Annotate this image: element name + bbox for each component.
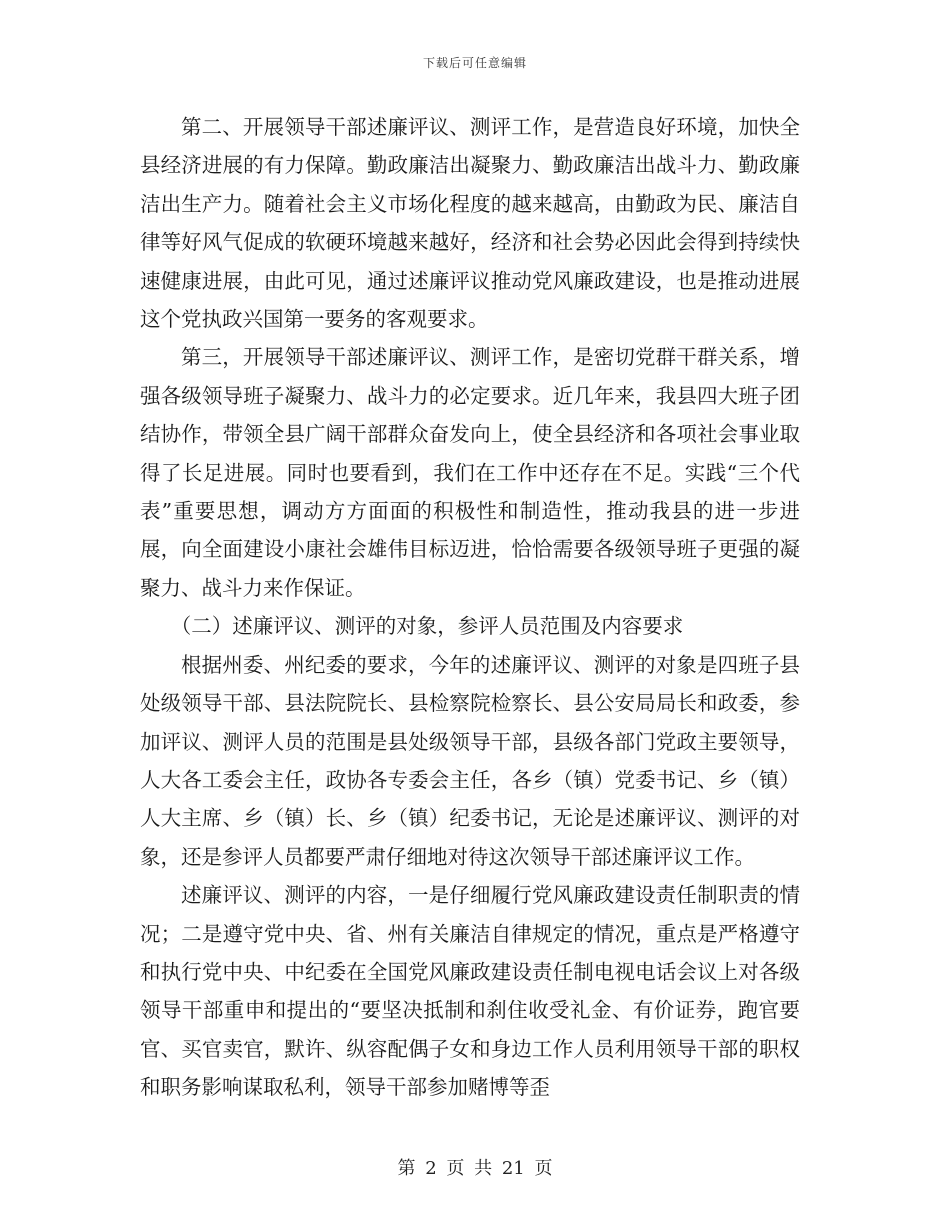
page-header: 下载后可任意编辑	[422, 56, 527, 70]
paragraph-third-point: 第三，开展领导干部述廉评议、测评工作，是密切党群干群关系，增强各级领导班子凝聚力、战斗力的必定要求。近几年来，我县四大班子团结协作，带领全县广阔干部群众奋发向上，使全县经济和各项社会事业取得了长足进展。同时也要看到，我们在工作中还存在不足。实践“三个代表”重要思想，调动方方面面的积极性和制造性，推动我县的进一步进展，向全面建设小康社会雄伟目标迈进，恰恰需要各级领导班子更强的凝聚力、战斗力来作保证。	[140, 345, 800, 600]
paragraph-evaluation-content: 述廉评议、测评的内容，一是仔细履行党风廉政建设责任制职责的情况；二是遵守党中央、省、州有关廉洁自律规定的情况，重点是严格遵守和执行党中央、中纪委在全国党风廉政建设责任制电视电话会议上对各级领导干部重申和提出的“要坚决抵制和刹住收受礼金、有价证券，跑官要官、买官卖官，默许、纵容配偶子女和身边工作人员利用领导干部的职权和职务影响谋取私利，领导干部参加赌博等歪	[140, 883, 800, 1100]
document-body	[140, 108, 800, 1107]
paragraph-evaluation-scope: 根据州委、州纪委的要求，今年的述廉评议、测评的对象是四班子县处级领导干部、县法院院长、县检察院检察长、县公安局局长和政委，参加评议、测评人员的范围是县处级领导干部，县级各部门党政主要领导，人大各工委会主任，政协各专委会主任，各乡（镇）党委书记、乡（镇）人大主席、乡（镇）长、乡（镇）纪委书记，无论是述廉评议、测评的对象，还是参评人员都要严肃仔细地对待这次领导干部述廉评议工作。	[140, 652, 800, 869]
page-number-footer: 第 2 页 共 21 页	[397, 1158, 553, 1179]
paragraph-second-point: 第二、开展领导干部述廉评议、测评工作，是营造良好环境，加快全县经济进展的有力保障。勤政廉洁出凝聚力、勤政廉洁出战斗力、勤政廉洁出生产力。随着社会主义市场化程度的越来越高，由勤政为民、廉洁自律等好风气促成的软硬环境越来越好，经济和社会势必因此会得到持续快速健康进展，由此可见，通过述廉评议推动党风廉政建设，也是推动进展这个党执政兴国第一要务的客观要求。	[140, 115, 800, 332]
section-heading: （二）述廉评议、测评的对象，参评人员范围及内容要求	[170, 614, 684, 639]
